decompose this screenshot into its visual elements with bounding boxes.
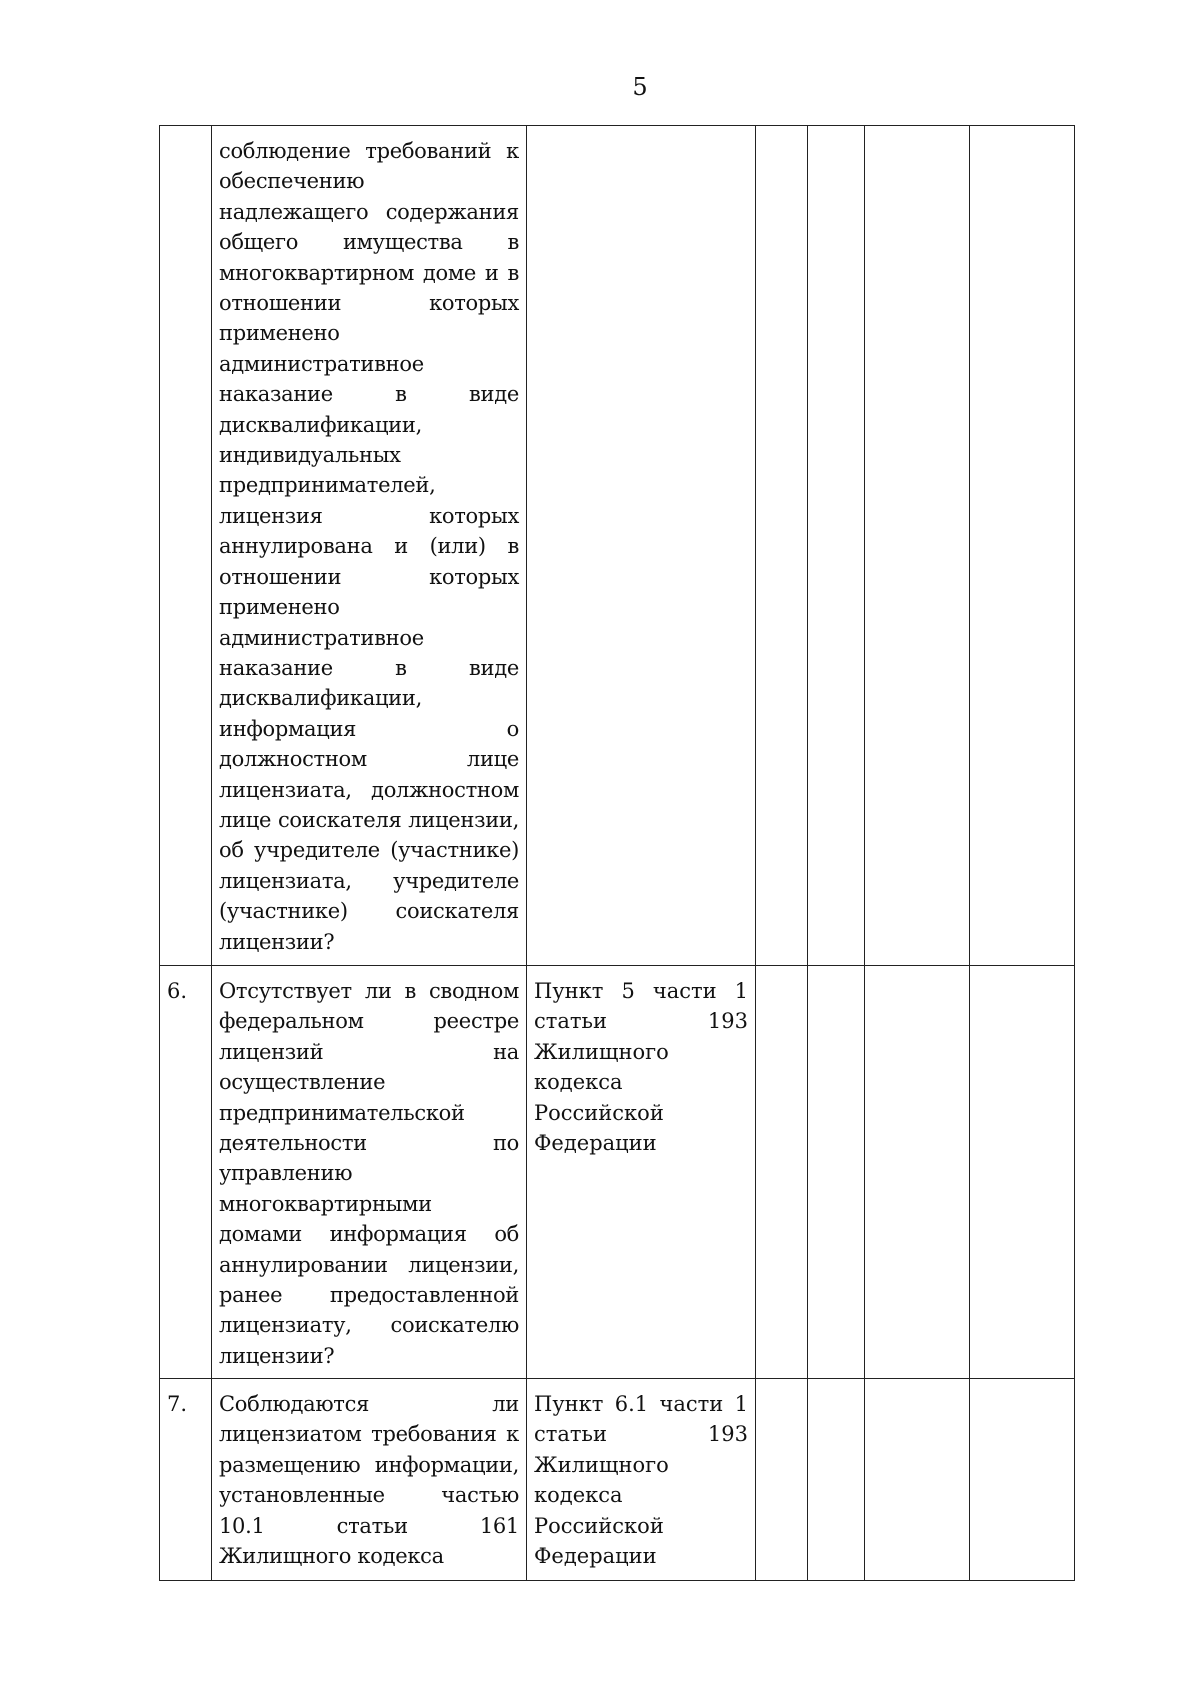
- row-number-cell: [160, 126, 212, 966]
- reference-cell: Пункт 6.1 части 1 статьи 193 Жилищного кодекса Российской Федерации: [527, 1379, 756, 1581]
- empty-cell: [756, 1379, 808, 1581]
- table-row: [160, 966, 1075, 1379]
- empty-cell: [865, 966, 970, 1379]
- empty-cell: [865, 126, 970, 966]
- empty-cell: [808, 966, 865, 1379]
- reference-cell: Пункт 5 части 1 статьи 193 Жилищного кодекса Российской Федерации: [527, 966, 756, 1379]
- table-row: [160, 1379, 1075, 1581]
- empty-cell: [970, 1379, 1075, 1581]
- checklist-table: [159, 125, 1075, 1581]
- question-cell: Отсутствует ли в сводном федеральном реестре лицензий на осуществление предпринимательской деятельности по управлению многоквартирными домами информация об аннулировании лицензии, ранее предоставленной лицензиату, соискателю лицензии?: [212, 966, 527, 1379]
- empty-cell: [970, 966, 1075, 1379]
- question-cell: Соблюдаются ли лицензиатом требования к размещению информации, установленные частью 10.1 статьи 161 Жилищного кодекса: [212, 1379, 527, 1581]
- row-number-cell: 6.: [160, 966, 212, 1379]
- empty-cell: [808, 126, 865, 966]
- empty-cell: [808, 1379, 865, 1581]
- row-number-cell: 7.: [160, 1379, 212, 1581]
- reference-cell: [527, 126, 756, 966]
- page-number: 5: [632, 73, 648, 101]
- question-cell: соблюдение требований к обеспечению надлежащего содержания общего имущества в многоквартирном доме и в отношении которых применено административное наказание в виде дисквалификации, индивидуальных предпринимателей, лицензия которых аннулирована и (или) в отношении которых применено административное наказание в виде дисквалификации, информация о должностном лице лицензиата, должностном лице соискателя лицензии, об учредителе (участнике) лицензиата, учредителе (участнике) соискателя лицензии?: [212, 126, 527, 966]
- empty-cell: [865, 1379, 970, 1581]
- empty-cell: [970, 126, 1075, 966]
- table-row: [160, 126, 1075, 966]
- empty-cell: [756, 126, 808, 966]
- empty-cell: [756, 966, 808, 1379]
